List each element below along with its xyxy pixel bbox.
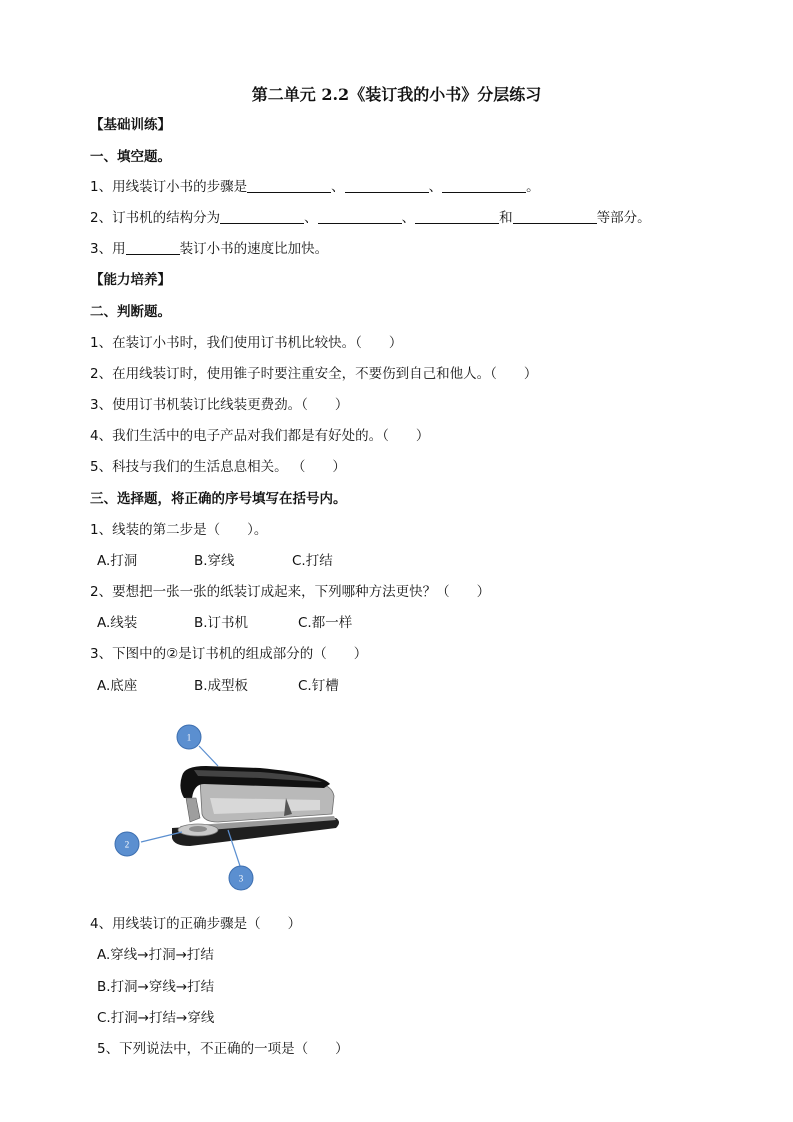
option-a[interactable]: A.线装: [97, 615, 138, 631]
choice-q2: 2、要想把一张一张的纸装订成起来，下列哪种方法更快？（ ）: [90, 584, 491, 600]
option-a[interactable]: A.打洞: [97, 553, 138, 569]
blank[interactable]: [345, 178, 429, 193]
label-2: 2: [124, 839, 130, 850]
fill-q2-and: 和: [499, 210, 513, 226]
separator: 、: [304, 210, 318, 226]
fill-heading: 一、填空题。: [90, 149, 171, 165]
choice-q3-options: [97, 677, 339, 695]
stapler-figure: [110, 718, 350, 896]
blank[interactable]: [513, 209, 597, 224]
judge-q3: 3、使用订书机装订比线装更费劲。（ ）: [90, 397, 349, 413]
judge-q1: 1、在装订小书时，我们使用订书机比较快。（ ）: [90, 335, 403, 351]
fill-q1: [90, 178, 540, 196]
choice-q1: 1、线装的第二步是（ ）。: [90, 522, 268, 538]
choice-q4-option-c[interactable]: C.打洞→打结→穿线: [97, 1010, 215, 1026]
option-c[interactable]: C.都一样: [298, 615, 353, 631]
blank[interactable]: [318, 209, 402, 224]
stapler-anvil-center: [189, 826, 207, 832]
option-b[interactable]: B.成型板: [194, 678, 249, 694]
blank[interactable]: [442, 178, 526, 193]
choice-q4-option-b[interactable]: B.打洞→穿线→打结: [97, 979, 215, 995]
choice-q3: 3、下图中的②是订书机的组成部分的（ ）: [90, 646, 368, 662]
judge-q5: 5、科技与我们的生活息息相关。 （ ）: [90, 459, 346, 475]
fill-q2-end: 等部分。: [596, 210, 651, 226]
fill-q3-text: 3、用: [90, 241, 126, 257]
label-1: 1: [186, 732, 192, 743]
choice-q5: 5、下列说法中，不正确的一项是（ ）: [97, 1041, 349, 1057]
fill-q1-text: 1、用线装订小书的步骤是: [90, 179, 248, 195]
option-c[interactable]: C.钉槽: [298, 678, 339, 694]
section-basic: 【基础训练】: [90, 117, 171, 133]
label-3: 3: [238, 873, 244, 884]
separator: 、: [331, 179, 345, 195]
stapler-front: [186, 798, 200, 822]
blank[interactable]: [247, 178, 331, 193]
blank[interactable]: [126, 240, 180, 255]
option-b[interactable]: B.穿线: [194, 553, 235, 569]
fill-q2-text: 2、订书机的结构分为: [90, 210, 221, 226]
fill-q3-end: 装订小书的速度比加快。: [179, 241, 329, 257]
blank[interactable]: [415, 209, 499, 224]
section-ability: 【能力培养】: [90, 272, 171, 288]
judge-q2: 2、在用线装订时，使用锥子时要注重安全，不要伤到自己和他人。（ ）: [90, 366, 538, 382]
page-title: 第二单元 2.2《装订我的小书》分层练习: [251, 85, 542, 104]
fill-q3: [90, 240, 328, 258]
separator: 、: [428, 179, 443, 195]
option-a[interactable]: A.底座: [97, 678, 138, 694]
fill-q1-end: 。: [526, 179, 540, 195]
choice-q2-options: [97, 614, 352, 632]
leader-line-1: [199, 746, 218, 766]
choice-q1-options: [97, 552, 333, 570]
choice-q4-option-a[interactable]: A.穿线→打洞→打结: [97, 947, 214, 963]
option-b[interactable]: B.订书机: [194, 615, 249, 631]
separator: 、: [401, 210, 416, 226]
fill-q2: [90, 209, 651, 227]
option-c[interactable]: C.打结: [292, 553, 333, 569]
blank[interactable]: [220, 209, 304, 224]
choice-heading: 三、选择题，将正确的序号填写在括号内。: [90, 491, 347, 507]
choice-q4: 4、用线装订的正确步骤是（ ）: [90, 916, 302, 932]
judge-heading: 二、判断题。: [90, 304, 171, 320]
judge-q4: 4、我们生活中的电子产品对我们都是有好处的。（ ）: [90, 428, 430, 444]
